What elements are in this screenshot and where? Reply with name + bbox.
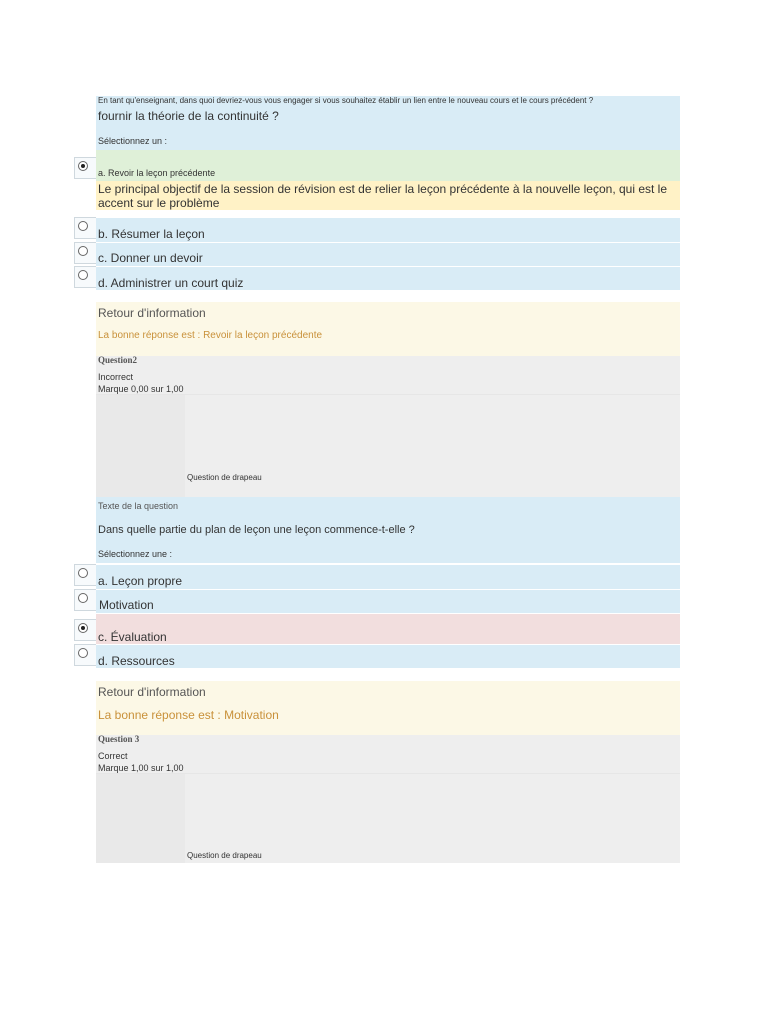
radio-empty-icon <box>78 246 88 256</box>
q2-option-c-radio[interactable] <box>74 619 96 641</box>
q3-heading: Question 3 <box>98 734 140 744</box>
q2-mark: Marque 0,00 sur 1,00 <box>98 384 184 394</box>
radio-empty-icon <box>78 221 88 231</box>
q1-option-c-radio[interactable] <box>74 242 96 264</box>
q2-option-c-row[interactable] <box>96 614 680 644</box>
radio-empty-icon <box>78 568 88 578</box>
q2-option-a-label: a. Leçon propre <box>98 574 183 588</box>
q2-option-d-label: d. Ressources <box>98 654 175 668</box>
q3-info-inner-box <box>96 774 185 863</box>
q2-feedback-answer: La bonne réponse est : Motivation <box>98 708 279 722</box>
q1-option-c-label: c. Donner un devoir <box>98 251 203 265</box>
q1-select-label: Sélectionnez un : <box>98 136 168 146</box>
q2-heading: Question2 <box>98 355 138 365</box>
q3-status: Correct <box>98 751 128 761</box>
q1-option-a-radio[interactable] <box>74 157 96 179</box>
q2-select-label: Sélectionnez une : <box>98 549 173 559</box>
q2-option-d-radio[interactable] <box>74 644 96 666</box>
q1-prompt-line1: En tant qu'enseignant, dans quoi devriez-vous vous engager si vous souhaitez établir un lien entre le nouveau cours et le cours précédent ? <box>98 96 594 105</box>
q2-option-b-row[interactable] <box>96 590 680 613</box>
q1-explanation-line2: accent sur le problème <box>98 196 220 210</box>
q2-info-inner-box <box>96 395 185 497</box>
q1-prompt-line2: fournir la théorie de la continuité ? <box>98 109 279 123</box>
q2-text-label: Texte de la question <box>98 501 179 511</box>
q2-status: Incorrect <box>98 372 134 382</box>
q1-feedback-answer: La bonne réponse est : Revoir la leçon précédente <box>98 330 323 341</box>
q2-option-d-row[interactable] <box>96 645 680 668</box>
q2-prompt: Dans quelle partie du plan de leçon une leçon commence-t-elle ? <box>98 524 415 536</box>
q2-option-a-row[interactable] <box>96 565 680 589</box>
q2-option-c-label: c. Évaluation <box>98 630 167 644</box>
q2-option-b-label: Motivation <box>99 598 154 612</box>
radio-selected-icon <box>78 161 88 171</box>
q1-option-b-label: b. Résumer la leçon <box>98 227 205 241</box>
q3-mark: Marque 1,00 sur 1,00 <box>98 763 184 773</box>
radio-empty-icon <box>78 648 88 658</box>
q2-option-a-radio[interactable] <box>74 564 96 586</box>
q1-option-a-label: a. Revoir la leçon précédente <box>98 168 216 178</box>
q3-flag-link[interactable]: Question de drapeau <box>187 851 262 860</box>
q1-option-d-radio[interactable] <box>74 266 96 288</box>
q1-option-b-radio[interactable] <box>74 217 96 239</box>
q1-feedback-title: Retour d'information <box>98 306 206 320</box>
radio-selected-icon <box>78 623 88 633</box>
radio-empty-icon <box>78 593 88 603</box>
radio-empty-icon <box>78 270 88 280</box>
q2-option-b-radio[interactable] <box>74 589 96 611</box>
q1-option-d-label: d. Administrer un court quiz <box>98 276 244 290</box>
q1-explanation-line1: Le principal objectif de la session de révision est de relier la leçon précédente à la nouvelle leçon, qui est le <box>98 182 668 196</box>
q2-feedback-title: Retour d'information <box>98 685 206 699</box>
q2-flag-link[interactable]: Question de drapeau <box>187 473 262 482</box>
